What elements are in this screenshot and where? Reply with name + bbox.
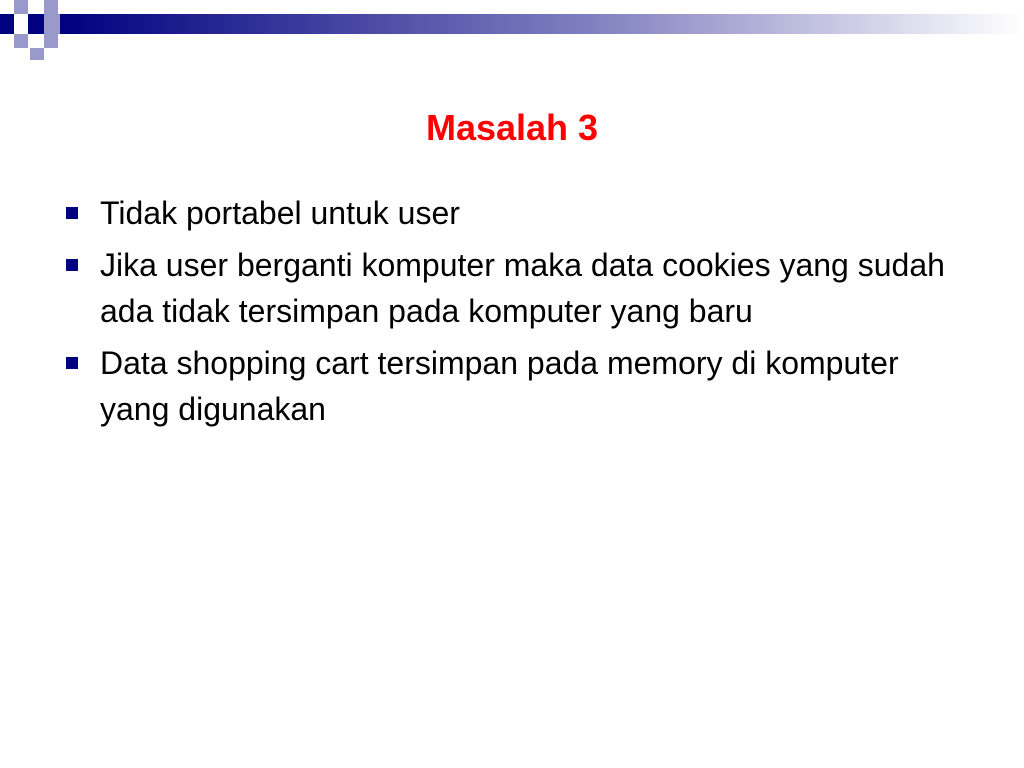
slide-title: Masalah 3	[425, 107, 599, 148]
bullet-item	[62, 242, 962, 334]
bullet-item	[62, 340, 962, 432]
deco-square	[14, 0, 28, 14]
bullet-text: Data shopping cart tersimpan pada memory di komputer yang digunakan	[100, 345, 899, 427]
bullet-text: Jika user berganti komputer maka data cookies yang sudah ada tidak tersimpan pada komputer yang baru	[100, 247, 945, 329]
deco-square	[44, 0, 58, 14]
header-decoration	[0, 0, 1024, 70]
deco-square	[30, 48, 44, 60]
deco-square	[0, 14, 14, 34]
bullet-item	[62, 190, 962, 236]
bullet-text: Tidak portabel untuk user	[100, 195, 460, 231]
deco-square	[44, 14, 60, 34]
deco-square	[44, 34, 58, 48]
square-bullet-icon	[66, 259, 78, 271]
header-gradient-bar	[60, 14, 1024, 34]
bullet-list	[62, 190, 962, 438]
deco-square	[28, 14, 44, 34]
square-bullet-icon	[66, 357, 78, 369]
deco-square	[14, 34, 28, 48]
square-bullet-icon	[66, 207, 78, 219]
